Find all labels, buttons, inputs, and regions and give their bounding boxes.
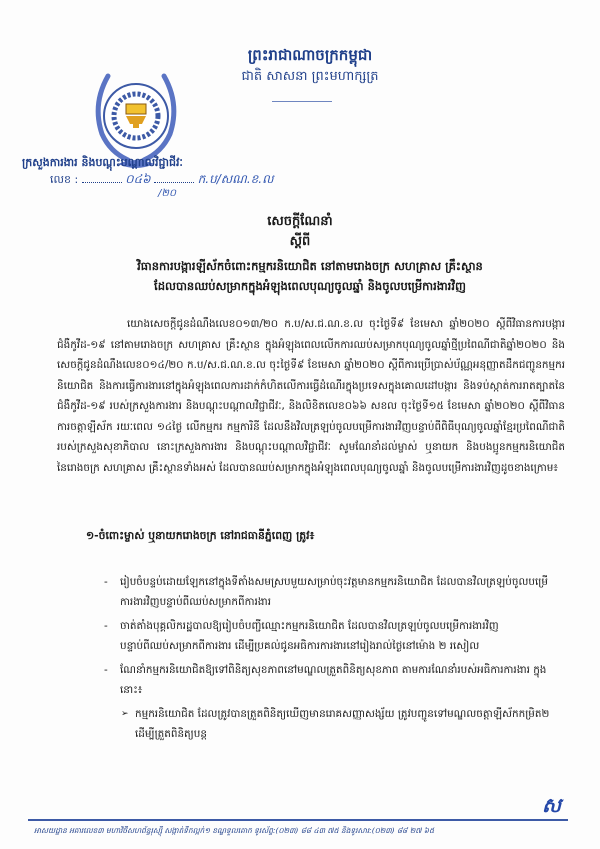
list-item: - ណែនាំកម្មករនិយោជិតឱ្យទៅពិនិត្យសុខភាពនៅមណ្ឌលត្រួតពិនិត្យសុខភាព តាមការណែនាំរបស់អធិការការងារ ក្នុងនោះ៖ (104, 664, 547, 696)
ministry-name: ក្រសួងការងារ និងបណ្តុះបណ្តាលវិជ្ជាជីវៈ (22, 156, 183, 169)
intro-paragraph: យោងសេចក្តីជូនដំណឹងលេខ០១៣/២០ ក.ប/ស.ជ.ណ.ខ.ល ចុះថ្ងៃទី៩ ខែមេសា ឆ្នាំ២០២០ ស្តីពីវិធានការបង្ការជំងឺកូវីដ-១៩ នៅតាមរោងចក្រ សហគ្រាស គ្រឹះស្ថាន ក្នុងអំឡុងពេលលើកការឈប់សម្រាកបុណ្យចូលឆ្នាំថ្មីប្រពៃណីជាតិឆ្នាំ២០២០ និងសេចក្តីជូនដំណឹងលេខ០១៤/២០ ក.ប/ស.ជ.ណ.ខ.ល ចុះថ្ងៃទី៩ ខែមេសា ឆ្នាំ២០២០ ស្តីពីការប្រើប្រាស់ប័ណ្ណអនុញ្ញាតដឹកជញ្ជូនកម្មករនិយោជិត និងការធ្វើការងារនៅក្នុងអំឡុងពេលការដាក់កំហិតលើការធ្វើដំណើរក្នុងប្រទេសក្នុងគោលដៅបង្ការ និងទប់ស្កាត់ការរាតត្បាតនៃជំងឺកូវីដ-១៩ របស់ក្រសួងការងារ និងបណ្តុះបណ្តាលវិជ្ជាជីវៈ, និងលិខិតលេខ០៦៦ សខល ចុះថ្ងៃទី១៥ ខែមេសា ឆ្នាំ២០២០ ស្តីពីវិធានការចត្តាឡីស័ក រយៈពេល ១៤ថ្ងៃ លើកម្មករ កម្មការិនី ដែលនឹងវិលត្រឡប់ចូលបម្រើការងារវិញបន្ទាប់ពីពិធីបុណ្យចូលឆ្នាំខ្មែរប្រពៃណីជាតិ របស់ក្រសួងសុខាភិបាល នោះក្រសួងការងារ និងបណ្តុះបណ្តាលវិជ្ជាជីវៈ សូមណែនាំដល់ម្ចាស់ ឬនាយក និងបងប្អូនកម្មករនិយោជិត នៃរោងចក្រ សហគ្រាស គ្រឹះស្ថានទាំងអស់ ដែលបានឈប់សម្រាកក្នុងអំឡុងពេលបុណ្យចូលឆ្នាំ និងចូលបម្រើការងារវិញដូចខាងក្រោម៖ (57, 318, 565, 474)
document-about: ស្តីពី (289, 234, 311, 249)
section-1-list (104, 572, 566, 744)
sub-list-item: ➢ កម្មករនិយោជិត ដែលត្រូវបានត្រួតពិនិត្យឃើញមានរោគសញ្ញាសង្ស័យ ត្រូវបញ្ជូនទៅមណ្ឌលចត្តាឡីស័កកម្រិត២ ដើម្បីត្រួតពិនិត្យបន្ត (121, 704, 566, 744)
ref-year: /២០ (158, 188, 177, 199)
ref-suffix: ក.ប/សណ.ខ.ល (197, 172, 274, 186)
arrow-bullet-icon: ➢ (121, 709, 129, 719)
ref-label: លេខ : (50, 173, 79, 186)
kingdom-title: ព្រះរាជាណាចក្រកម្ពុជា (247, 46, 373, 64)
list-item: - រៀបចំបន្ទប់ដោយឡែកនៅក្នុងទីតាំងសមស្របមួយសម្រាប់ចុះវត្តមានកម្មករនិយោជិត ដែលបានវិលត្រឡប់ចូលបម្រើការងារវិញបន្ទាប់ពីឈប់សម្រាកពីការងារ (104, 576, 548, 608)
list-item: - ចាត់តាំងបុគ្គលិករដ្ឋបាលឱ្យរៀបចំបញ្ជីឈ្មោះកម្មករនិយោជិត ដែលបានវិលត្រឡប់ចូលបម្រើការងារវិញបន្ទាប់ពីឈប់សម្រាកពីការងារ ដើម្បីប្រគល់ជូនអធិការការងារនៅរៀងរាល់ថ្ងៃនៅម៉ោង ២ រសៀល (104, 620, 499, 652)
subject-line: ដែលបានឈប់សម្រាកក្នុងអំឡុងពេលបុណ្យចូលឆ្នាំ និងចូលបម្រើការងារវិញ (154, 279, 466, 293)
national-motto: ជាតិ សាសនា ព្រះមហាក្សត្រ (241, 69, 379, 84)
footer-divider (28, 819, 568, 821)
section-1-heading: ១-ចំពោះម្ចាស់ ឬនាយករោងចក្រ នៅរាជធានីភ្នំពេញ ត្រូវ៖ (86, 529, 315, 542)
ref-number-handwritten: ០៤៦ (125, 172, 151, 186)
signature-initial: ស (542, 793, 562, 817)
subject-line: វិធានការបង្ការឡីស័កចំពោះកម្មករនិយោជិត នៅតាមរោងចក្រ សហគ្រាស គ្រឹះស្ថាន (137, 259, 483, 273)
footer-address: អាសយដ្ឋាន អគារលេខ៣ មហាវិថីសហព័ន្ធរុស្ស៊ី សង្កាត់ទឹកល្អក់១ ខណ្ឌទួលគោក ទូរស័ព្ទ:(០២៣) ៨៨ ៤៣ ៧៥ និងទូរសារ:(០២៣) ៨៨ ២៧ ៦៥ (34, 826, 435, 835)
ornament-divider (272, 98, 332, 106)
document-subject (40, 256, 580, 296)
document-type: សេចក្តីណែនាំ (267, 214, 333, 229)
